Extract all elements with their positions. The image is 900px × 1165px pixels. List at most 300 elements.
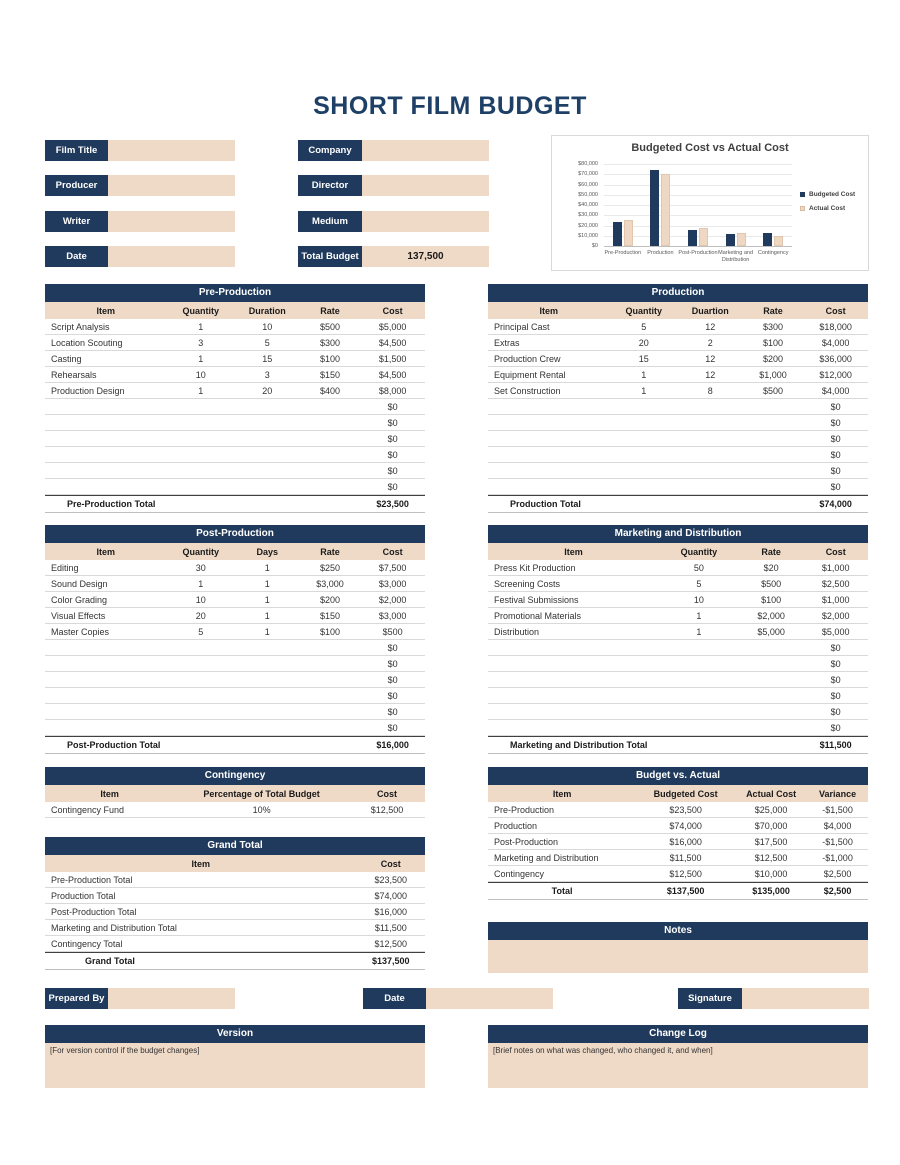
cell[interactable]: 15: [262, 353, 273, 364]
cell[interactable]: $150: [319, 369, 340, 380]
cell[interactable]: $0: [830, 674, 841, 685]
notes-header: Notes: [488, 922, 868, 940]
column-header-row: [45, 302, 425, 319]
cell[interactable]: $10,000: [754, 868, 788, 879]
cell[interactable]: $2,500: [821, 578, 850, 589]
total-cell[interactable]: Grand Total: [85, 956, 135, 966]
cell[interactable]: Contingency Total: [51, 938, 123, 949]
cell[interactable]: $12,500: [754, 852, 788, 863]
cell[interactable]: $25,000: [754, 804, 788, 815]
table-row-empty: [45, 463, 425, 479]
cell[interactable]: $3,000: [316, 578, 344, 589]
column-header: Item: [100, 788, 119, 799]
table-total-row: [488, 736, 868, 754]
table-row-empty: [45, 688, 425, 704]
cell[interactable]: Promotional Materials: [494, 610, 582, 621]
cell[interactable]: Production: [494, 820, 538, 831]
section-header: Grand Total: [45, 837, 425, 855]
table-row-empty: [488, 688, 868, 704]
table-row: [45, 936, 425, 952]
cell[interactable]: 50: [693, 562, 704, 573]
column-header: Quantity: [182, 305, 220, 316]
cell[interactable]: Screening Costs: [494, 578, 561, 589]
total-cell[interactable]: Total: [551, 886, 573, 896]
table-row-empty: [488, 463, 868, 479]
cell[interactable]: $0: [830, 658, 841, 669]
cell[interactable]: Contingency Fund: [51, 804, 125, 815]
cell[interactable]: Script Analysis: [51, 321, 110, 332]
total-cell[interactable]: $137,500: [372, 956, 410, 966]
table-total-row: [45, 495, 425, 513]
gridline: [604, 246, 792, 247]
info-field-row: [45, 140, 235, 161]
table-row: [488, 351, 868, 367]
total-cell[interactable]: $11,500: [819, 740, 852, 750]
cell[interactable]: 1: [264, 562, 270, 573]
cell[interactable]: 10: [262, 321, 273, 332]
table-row: [488, 802, 868, 818]
y-axis-tick: $10,000: [578, 232, 598, 239]
total-cell[interactable]: $135,000: [752, 886, 790, 896]
cell[interactable]: $500: [382, 626, 403, 637]
table-row: [45, 319, 425, 335]
cell[interactable]: $5,000: [757, 626, 785, 637]
table-row: [488, 608, 868, 624]
y-axis-tick: $30,000: [578, 212, 598, 219]
cell[interactable]: Pre-Production: [494, 804, 555, 815]
cell[interactable]: $5,000: [821, 626, 850, 637]
cell[interactable]: $36,000: [819, 353, 852, 364]
cell[interactable]: $4,000: [821, 385, 850, 396]
cell[interactable]: 1: [696, 610, 702, 621]
cell[interactable]: Master Copies: [51, 626, 110, 637]
cell[interactable]: Post-Production: [494, 836, 559, 847]
cell[interactable]: $100: [319, 353, 340, 364]
column-header: Item: [191, 858, 211, 869]
column-header: Percentage of Total Budget: [203, 788, 320, 799]
budget-chart[interactable]: [551, 135, 869, 271]
production-table: [488, 284, 868, 513]
film-title-input[interactable]: [108, 140, 235, 161]
table-row: [45, 351, 425, 367]
signature-row: [678, 988, 869, 1009]
table-row: [45, 383, 425, 399]
info-field-row: [298, 140, 489, 161]
cell[interactable]: Contingency: [494, 868, 545, 879]
table-row: [45, 904, 425, 920]
cell[interactable]: 2: [707, 337, 713, 348]
cell[interactable]: $4,000: [823, 820, 852, 831]
column-header: Duartion: [691, 305, 729, 316]
cell[interactable]: 1: [264, 610, 270, 621]
section-header: Marketing and Distribution: [488, 525, 868, 543]
budgeted-cost-bar: [613, 222, 622, 246]
cell[interactable]: 15: [638, 353, 649, 364]
x-axis-label: Contingency: [757, 250, 789, 256]
column-header: Rate: [761, 546, 781, 557]
cell[interactable]: $12,500: [374, 938, 408, 949]
total-cell[interactable]: $23,500: [376, 499, 409, 509]
x-axis-label: Production: [647, 250, 674, 256]
table-row-empty: [45, 415, 425, 431]
cell[interactable]: $0: [387, 433, 398, 444]
notes-section: [488, 922, 868, 973]
writer-input[interactable]: [108, 211, 235, 232]
cell[interactable]: 3: [198, 337, 204, 348]
cell[interactable]: $0: [830, 433, 841, 444]
cell[interactable]: 3: [264, 369, 270, 380]
cell[interactable]: $300: [319, 337, 340, 348]
cell[interactable]: $150: [319, 610, 340, 621]
signature-input[interactable]: [742, 988, 869, 1009]
table-row: [45, 367, 425, 383]
cell[interactable]: $0: [387, 722, 398, 733]
y-axis-tick: $20,000: [578, 222, 598, 229]
change-log-input[interactable]: [Brief notes on what was changed, who changed it, and when]: [488, 1043, 868, 1088]
cell[interactable]: $2,000: [821, 610, 850, 621]
table-total-row: [488, 495, 868, 513]
actual-cost-bar: [661, 174, 670, 246]
x-axis-label: Marketing and Distribution: [718, 250, 754, 263]
cell[interactable]: $16,000: [669, 836, 702, 847]
total-cell[interactable]: Production Total: [510, 499, 581, 509]
cell[interactable]: $1,000: [821, 594, 850, 605]
cell[interactable]: $0: [830, 706, 841, 717]
legend-label: Actual Cost: [809, 205, 846, 212]
cell[interactable]: $1,500: [378, 353, 407, 364]
company-input[interactable]: [362, 140, 489, 161]
medium-label: Medium: [298, 211, 362, 232]
cell[interactable]: Production Total: [51, 890, 116, 901]
cell[interactable]: $0: [830, 465, 841, 476]
cell[interactable]: $2,000: [757, 610, 785, 621]
table-total-row: [488, 882, 868, 900]
prepared-by-label: Prepared By: [45, 988, 108, 1009]
table-row: [488, 866, 868, 882]
table-row: [488, 560, 868, 576]
prepared-by-row: [45, 988, 235, 1009]
cell[interactable]: Casting: [51, 353, 82, 364]
cell[interactable]: 10%: [252, 804, 271, 815]
budget-vs-actual-table: [488, 767, 868, 900]
budgeted-cost-bar: [688, 230, 697, 246]
table-row-empty: [488, 720, 868, 736]
table-row: [488, 834, 868, 850]
column-header: Rate: [320, 546, 340, 557]
table-row-empty: [488, 415, 868, 431]
cell[interactable]: Festival Submissions: [494, 594, 579, 605]
cell[interactable]: $0: [387, 642, 398, 653]
table-total-row: [45, 952, 425, 970]
cell[interactable]: Marketing and Distribution: [494, 852, 599, 863]
table-row: [488, 335, 868, 351]
cell[interactable]: Distribution: [494, 626, 540, 637]
table-row: [45, 888, 425, 904]
cell[interactable]: $12,500: [370, 804, 404, 815]
cell[interactable]: 5: [696, 578, 702, 589]
cell[interactable]: $100: [761, 594, 782, 605]
table-row-empty: [488, 704, 868, 720]
cell[interactable]: Sound Design: [51, 578, 108, 589]
table-row: [488, 592, 868, 608]
actual-cost-bar: [737, 233, 746, 246]
cell[interactable]: Set Construction: [494, 385, 561, 396]
writer-label: Writer: [45, 211, 108, 232]
column-header: Cost: [382, 305, 403, 316]
cell[interactable]: $4,500: [378, 369, 407, 380]
cell[interactable]: 20: [262, 385, 273, 396]
chart-title: Budgeted Cost vs Actual Cost: [631, 142, 789, 154]
cell[interactable]: $0: [387, 706, 398, 717]
cell[interactable]: $500: [761, 578, 782, 589]
cell[interactable]: $400: [319, 385, 340, 396]
column-header: Cost: [825, 546, 846, 557]
table-row: [488, 850, 868, 866]
cell[interactable]: $0: [387, 465, 398, 476]
legend-swatch: [800, 192, 805, 197]
cell[interactable]: $2,500: [823, 868, 852, 879]
cell[interactable]: $100: [762, 337, 783, 348]
y-axis-tick: $0: [591, 243, 598, 249]
cell[interactable]: Post-Production Total: [51, 906, 137, 917]
table-row-empty: [488, 640, 868, 656]
cell[interactable]: $200: [762, 353, 783, 364]
director-label: Director: [298, 175, 362, 196]
table-row: [45, 624, 425, 640]
cell[interactable]: 1: [198, 385, 204, 396]
column-header-row: [488, 785, 868, 802]
cell[interactable]: 10: [693, 594, 704, 605]
cell[interactable]: $74,000: [669, 820, 702, 831]
table-row-empty: [45, 720, 425, 736]
cell[interactable]: 8: [707, 385, 713, 396]
cell[interactable]: -$1,500: [822, 804, 853, 815]
cell[interactable]: $5,000: [378, 321, 407, 332]
cell[interactable]: $23,500: [669, 804, 702, 815]
cell[interactable]: 10: [195, 369, 206, 380]
table-row-empty: [45, 656, 425, 672]
cell[interactable]: $74,000: [374, 890, 408, 901]
cell[interactable]: $0: [830, 481, 841, 492]
cell[interactable]: 20: [638, 337, 649, 348]
cell[interactable]: 5: [198, 626, 204, 637]
film-title-label: Film Title: [45, 140, 108, 161]
cell[interactable]: $23,500: [374, 874, 408, 885]
pre-production-table: [45, 284, 425, 513]
cell[interactable]: $1,000: [759, 369, 787, 380]
column-header: Quantity: [625, 305, 663, 316]
cell[interactable]: 1: [264, 578, 270, 589]
cell[interactable]: $16,000: [374, 906, 408, 917]
y-axis-tick: $70,000: [578, 171, 598, 178]
cell[interactable]: Equipment Rental: [494, 369, 566, 380]
cell[interactable]: $0: [830, 401, 841, 412]
cell[interactable]: $18,000: [819, 321, 852, 332]
table-row-empty: [45, 479, 425, 495]
table-row-empty: [45, 672, 425, 688]
budgeted-cost-bar: [726, 234, 735, 246]
y-axis-tick: $60,000: [578, 181, 598, 188]
cell[interactable]: Location Scouting: [51, 337, 123, 348]
table-row: [488, 319, 868, 335]
producer-input[interactable]: [108, 175, 235, 196]
total-cell[interactable]: Post-Production Total: [67, 740, 161, 750]
cell[interactable]: Extras: [494, 337, 520, 348]
cell[interactable]: -$1,500: [822, 836, 853, 847]
gridline: [604, 195, 792, 196]
cell[interactable]: $0: [830, 642, 841, 653]
director-input[interactable]: [362, 175, 489, 196]
total-cell[interactable]: $2,500: [823, 886, 852, 896]
y-axis-tick: $40,000: [578, 202, 598, 208]
date-input[interactable]: [426, 988, 553, 1009]
cell[interactable]: $3,000: [378, 610, 407, 621]
cell[interactable]: $1,000: [821, 562, 850, 573]
cell[interactable]: 1: [264, 626, 270, 637]
total-cell[interactable]: $137,500: [666, 886, 705, 896]
cell[interactable]: Production Crew: [494, 353, 561, 364]
cell[interactable]: Production Design: [51, 385, 125, 396]
medium-input[interactable]: [362, 211, 489, 232]
producer-label: Producer: [45, 175, 108, 196]
cell[interactable]: 30: [195, 562, 206, 573]
cell[interactable]: $300: [762, 321, 783, 332]
cell[interactable]: 5: [264, 337, 270, 348]
cell[interactable]: Color Grading: [51, 594, 108, 605]
cell[interactable]: $0: [387, 449, 398, 460]
budgeted-cost-bar: [650, 170, 659, 246]
table-row: [488, 367, 868, 383]
cell[interactable]: $0: [830, 690, 841, 701]
notes-input[interactable]: [488, 940, 868, 973]
post-production-table: [45, 525, 425, 754]
cell[interactable]: $500: [762, 385, 783, 396]
column-header: Cost: [382, 546, 403, 557]
cell[interactable]: $2,000: [378, 594, 407, 605]
y-axis-tick: $80,000: [578, 161, 598, 167]
total-cell[interactable]: $74,000: [819, 499, 852, 509]
chart-legend: [800, 191, 855, 219]
cell[interactable]: 1: [641, 369, 647, 380]
table-row: [45, 592, 425, 608]
section-header: Production: [488, 284, 868, 302]
total-budget-label: Total Budget: [298, 246, 362, 267]
y-axis-tick: $50,000: [578, 191, 598, 198]
cell[interactable]: Editing: [51, 562, 79, 573]
cell[interactable]: $4,000: [821, 337, 850, 348]
cell[interactable]: Pre-Production Total: [51, 874, 133, 885]
cell[interactable]: 1: [264, 594, 270, 605]
signature-label: Signature: [678, 988, 742, 1009]
column-header: Item: [552, 788, 572, 799]
info-field-row: [298, 211, 489, 232]
cell[interactable]: $11,500: [374, 922, 407, 933]
cell[interactable]: $12,000: [819, 369, 852, 380]
total-cell[interactable]: Marketing and Distribution Total: [510, 740, 648, 750]
cell[interactable]: 1: [641, 385, 647, 396]
column-header: Duration: [248, 305, 286, 316]
column-header: Quantity: [680, 546, 718, 557]
column-header-row: [488, 302, 868, 319]
date-label: Date: [45, 246, 108, 267]
cell[interactable]: 20: [195, 610, 206, 621]
date-label: Date: [363, 988, 426, 1009]
cell[interactable]: Rehearsals: [51, 369, 97, 380]
cell[interactable]: 1: [198, 321, 204, 332]
total-budget-input[interactable]: 137,500: [362, 246, 489, 267]
table-row: [488, 818, 868, 834]
cell[interactable]: 1: [696, 626, 702, 637]
date-input[interactable]: [108, 246, 235, 267]
cell[interactable]: 1: [198, 578, 204, 589]
section-header: Post-Production: [45, 525, 425, 543]
table-row: [45, 576, 425, 592]
cell[interactable]: 5: [641, 321, 647, 332]
total-cell[interactable]: Pre-Production Total: [67, 499, 156, 509]
cell[interactable]: $0: [387, 417, 398, 428]
cell[interactable]: $0: [387, 481, 398, 492]
cell[interactable]: 10: [195, 594, 206, 605]
total-cell[interactable]: $16,000: [376, 740, 409, 750]
prepared-by-input[interactable]: [108, 988, 235, 1009]
cell[interactable]: $500: [319, 321, 340, 332]
cell[interactable]: 1: [198, 353, 204, 364]
cell[interactable]: $200: [319, 594, 340, 605]
cell[interactable]: $11,500: [669, 852, 702, 863]
section-header: Budget vs. Actual: [488, 767, 868, 785]
table-row-empty: [45, 704, 425, 720]
cell[interactable]: $0: [830, 722, 841, 733]
table-row: [488, 383, 868, 399]
date-row: [363, 988, 553, 1009]
cell[interactable]: $4,500: [378, 337, 407, 348]
info-field-row: [45, 175, 235, 196]
cell[interactable]: $70,000: [754, 820, 788, 831]
cell[interactable]: $250: [319, 562, 340, 573]
cell[interactable]: $0: [387, 658, 398, 669]
version-input[interactable]: [For version control if the budget changes]: [45, 1043, 425, 1088]
table-row-empty: [45, 640, 425, 656]
cell[interactable]: Marketing and Distribution Total: [51, 922, 177, 933]
cell[interactable]: $100: [319, 626, 340, 637]
cell[interactable]: $0: [387, 674, 398, 685]
cell[interactable]: -$1,000: [822, 852, 853, 863]
column-header: Item: [539, 305, 559, 316]
cell[interactable]: $0: [387, 690, 398, 701]
actual-cost-bar: [774, 236, 783, 246]
cell[interactable]: $20: [763, 562, 779, 573]
cell[interactable]: Principal Cast: [494, 321, 550, 332]
budgeted-cost-bar: [763, 233, 772, 246]
cell[interactable]: $0: [830, 417, 841, 428]
info-field-row: [45, 211, 235, 232]
cell[interactable]: Press Kit Production: [494, 562, 576, 573]
cell[interactable]: $0: [830, 449, 841, 460]
cell[interactable]: $12,500: [669, 868, 702, 879]
cell[interactable]: $3,000: [378, 578, 407, 589]
cell[interactable]: 12: [705, 353, 716, 364]
table-row-empty: [488, 672, 868, 688]
cell[interactable]: 12: [705, 321, 716, 332]
column-header-row: [45, 543, 425, 560]
cell[interactable]: Visual Effects: [51, 610, 106, 621]
cell[interactable]: $7,500: [378, 562, 407, 573]
cell[interactable]: $0: [387, 401, 398, 412]
column-header: Days: [256, 546, 279, 557]
cell[interactable]: $8,000: [378, 385, 407, 396]
cell[interactable]: 12: [705, 369, 716, 380]
cell[interactable]: $17,500: [754, 836, 788, 847]
